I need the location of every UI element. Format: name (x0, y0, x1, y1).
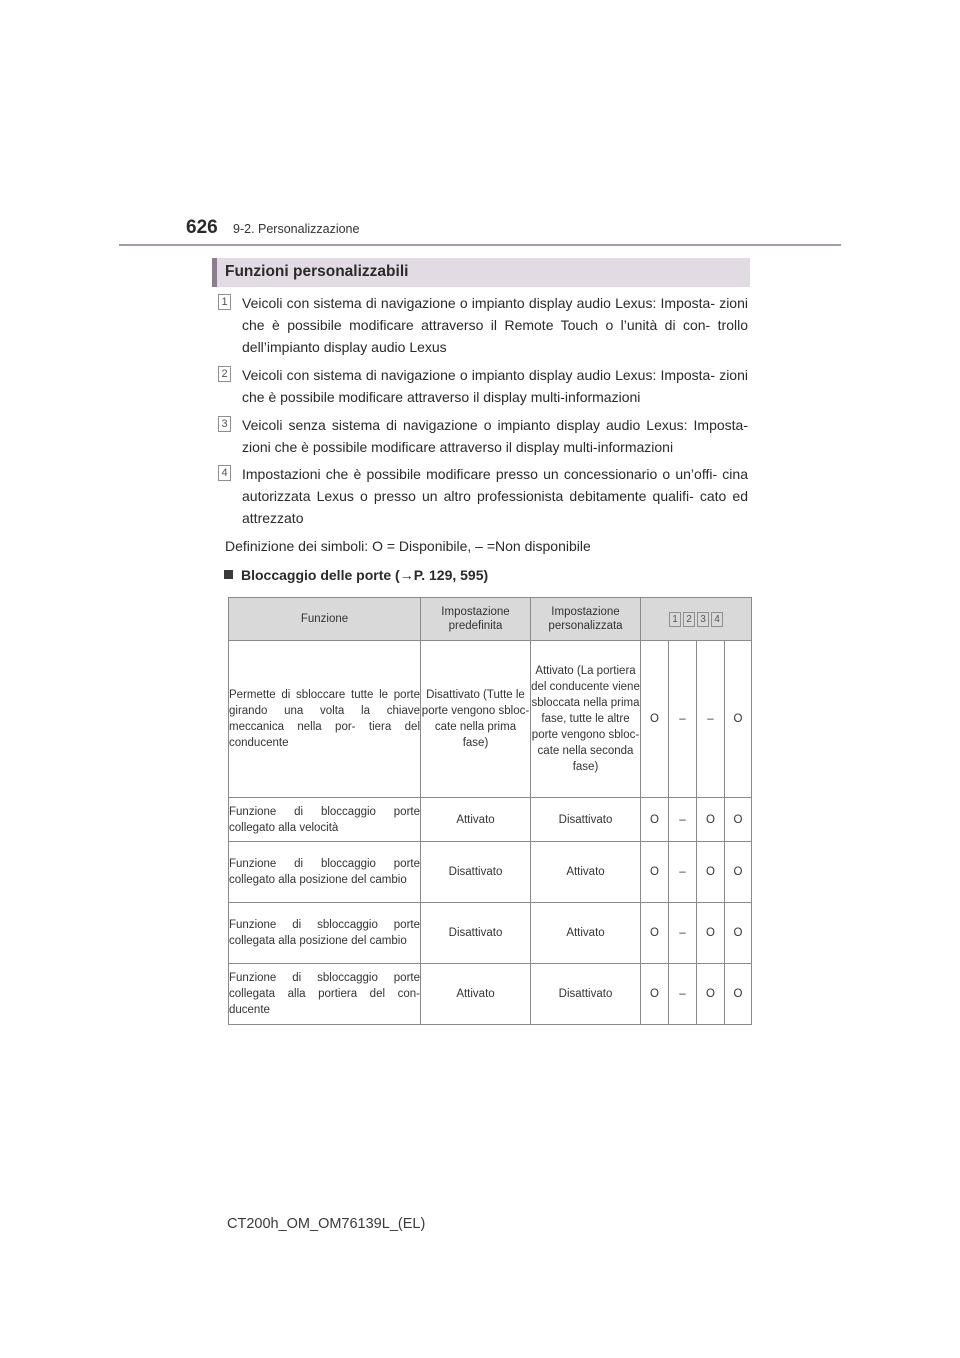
item-number-badge: 4 (218, 465, 231, 481)
header-badge-2: 2 (683, 612, 695, 627)
mark-4: O (725, 903, 752, 964)
mark-2: – (669, 641, 697, 798)
mark-1: O (641, 903, 669, 964)
header-rule (119, 244, 841, 246)
row-default: Attivato (421, 798, 531, 842)
table-row (229, 903, 752, 964)
square-bullet-icon (224, 570, 233, 579)
item-number-badge: 2 (218, 366, 231, 382)
document-code-footer: CT200h_OM_OM76139L_(EL) (227, 1216, 426, 1232)
header-default: Impostazione predefinita (421, 598, 531, 641)
row-function: Funzione di bloccaggio porte collegato alla velocità (229, 798, 421, 842)
item-text: Veicoli senza sistema di navigazione o impianto display audio Lexus: Imposta- zioni che è possibile modificare attraverso il display multi-informazioni (242, 417, 748, 455)
table-row (229, 798, 752, 842)
mark-4: O (725, 964, 752, 1025)
table-row (229, 964, 752, 1025)
row-custom: Disattivato (531, 964, 641, 1025)
mark-4: O (725, 641, 752, 798)
row-function: Funzione di sbloccaggio porte collegata alla posizione del cambio (229, 903, 421, 964)
row-custom: Disattivato (531, 798, 641, 842)
symbols-definition: Definizione dei simboli: O = Disponibile, – =Non disponibile (225, 538, 591, 554)
table-header-row (229, 598, 752, 641)
mark-3: O (697, 798, 725, 842)
list-item (218, 414, 748, 458)
row-default: Disattivato (421, 842, 531, 903)
mark-1: O (641, 798, 669, 842)
subheading (224, 567, 488, 583)
list-item (218, 364, 748, 408)
mark-1: O (641, 842, 669, 903)
section-reference: 9-2. Personalizzazione (233, 222, 360, 236)
mark-1: O (641, 641, 669, 798)
subheading-text: Bloccaggio delle porte (→P. 129, 595) (241, 567, 489, 583)
mark-2: – (669, 842, 697, 903)
header-badge-1: 1 (669, 612, 681, 627)
page-number: 626 (186, 217, 218, 238)
section-title-band (212, 258, 750, 287)
table-row (229, 842, 752, 903)
mark-3: O (697, 964, 725, 1025)
list-item (218, 292, 748, 358)
header-badge-3: 3 (697, 612, 709, 627)
row-custom: Attivato (531, 903, 641, 964)
mark-2: – (669, 964, 697, 1025)
row-default: Attivato (421, 964, 531, 1025)
mark-2: – (669, 798, 697, 842)
list-item (218, 463, 748, 529)
row-custom: Attivato (531, 842, 641, 903)
mark-2: – (669, 903, 697, 964)
row-default: Disattivato (421, 903, 531, 964)
mark-4: O (725, 798, 752, 842)
row-default: Disattivato (Tutte le porte vengono sbloc- cate nella prima fase) (421, 641, 531, 798)
item-text: Veicoli con sistema di navigazione o impianto display audio Lexus: Imposta- zioni che è possibile modificare attraverso il Remote Touch o l’unità di con- trollo dell’impianto display audio Lexus (242, 295, 748, 355)
item-text: Impostazioni che è possibile modificare presso un concessionario o un’offi- cina autorizzata Lexus o presso un altro professionista debitamente qualifi- cato ed attrezzato (242, 466, 748, 526)
item-text: Veicoli con sistema di navigazione o impianto display audio Lexus: Imposta- zioni che è possibile modificare attraverso il display multi-informazioni (242, 367, 748, 405)
row-function: Funzione di sbloccaggio porte collegata alla portiera del con- ducente (229, 964, 421, 1025)
mark-1: O (641, 964, 669, 1025)
mark-4: O (725, 842, 752, 903)
mark-3: O (697, 903, 725, 964)
row-function: Funzione di bloccaggio porte collegato alla posizione del cambio (229, 842, 421, 903)
section-title-bar (212, 258, 217, 287)
header-custom: Impostazione personalizzata (531, 598, 641, 641)
header-function: Funzione (229, 598, 421, 641)
item-number-badge: 1 (218, 294, 231, 310)
row-custom: Attivato (La portiera del conducente viene sbloccata nella prima fase, tutte le altre porte vengono sbloc- cate nella seconda fase) (531, 641, 641, 798)
row-function: Permette di sbloccare tutte le porte girando una volta la chiave meccanica nella por- tiera del conducente (229, 641, 421, 798)
mark-3: O (697, 842, 725, 903)
header-availability (641, 598, 752, 641)
section-title: Funzioni personalizzabili (225, 263, 409, 280)
settings-table (228, 597, 752, 1025)
header-badge-4: 4 (711, 612, 723, 627)
item-number-badge: 3 (218, 416, 231, 432)
table-row (229, 641, 752, 798)
mark-3: – (697, 641, 725, 798)
